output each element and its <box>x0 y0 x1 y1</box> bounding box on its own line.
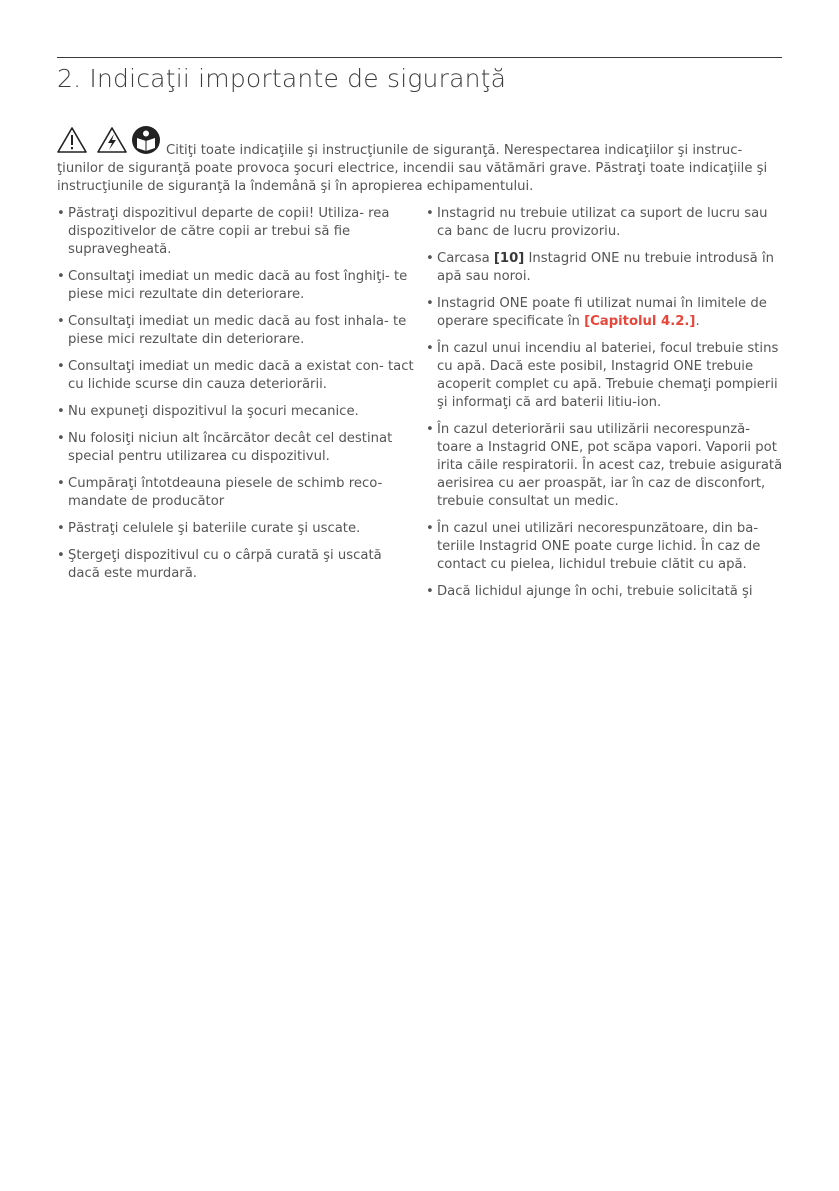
bullet: • <box>57 548 65 563</box>
bullet: • <box>57 521 65 536</box>
list-item: • Păstraţi celulele şi bateriile curate şi uscate. <box>57 521 361 536</box>
list-item: • Instagrid ONE poate fi utilizat numai în limitele de operare specificate în [Capitolul 4.2.]. <box>426 296 767 329</box>
chapter-link[interactable]: [Capitolul 4.2.] <box>584 314 696 329</box>
list-item: • Nu folosiţi niciun alt încărcător decât cel destinat special pentru utilizarea cu dispozitivul. <box>57 431 393 464</box>
bullet: • <box>57 476 65 491</box>
figure-reference: [10] <box>493 251 525 266</box>
bullet: • <box>57 314 65 329</box>
list-item: • În cazul unei utilizări necorespunzătoare, din ba- teriile Instagrid ONE poate curge lichid. În caz de contact cu pielea, lichidul trebuie clătit cu apă. <box>426 521 761 572</box>
left-safety-list <box>57 205 417 592</box>
bullet: • <box>57 206 65 221</box>
bullet: • <box>57 269 65 284</box>
section-title: 2. Indicaţii importante de siguranţă <box>57 64 507 93</box>
list-item: • Consultaţi imediat un medic dacă au fost inhala- te piese mici rezultate din deteriorare. <box>57 314 407 347</box>
list-item: • Nu expuneţi dispozitivul la şocuri mecanice. <box>57 404 359 419</box>
list-item: • Carcasa [10] Instagrid ONE nu trebuie introdusă în apă sau noroi. <box>426 251 774 284</box>
list-item: • Cumpăraţi întotdeauna piesele de schimb reco- mandate de producător <box>57 476 383 509</box>
bullet: • <box>426 296 434 311</box>
bullet: • <box>426 422 434 437</box>
bullet: • <box>426 206 434 221</box>
bullet: • <box>57 431 65 446</box>
list-item: • Păstraţi dispozitivul departe de copii! Utiliza- rea dispozitivelor de către copii ar trebui să fie supravegheată. <box>57 206 390 257</box>
bullet: • <box>426 521 434 536</box>
list-item: • Instagrid nu trebuie utilizat ca suport de lucru sau ca banc de lucru provizoriu. <box>426 206 768 239</box>
right-safety-list <box>426 205 786 610</box>
list-item: • Dacă lichidul ajunge în ochi, trebuie solicitată şi <box>426 584 753 599</box>
bullet: • <box>426 251 434 266</box>
list-item: • Consultaţi imediat un medic dacă au fost înghiţi- te piese mici rezultate din deteriorare. <box>57 269 408 302</box>
intro-paragraph: Citiţi toate indicaţiile şi instrucţiunile de siguranţă. Nerespectarea indicaţiilor şi instruc- ţiunilor de siguranţă poate provoca şocuri electrice, incendii sau vătămări grave. Păstraţi toate indicaţiile şi instrucţiunile de siguranţă la îndemână şi în apropierea echipamentului. <box>57 143 768 194</box>
list-item: • În cazul deteriorării sau utilizării necorespunză- toare a Instagrid ONE, pot scăpa vapori. Vaporii pot irita căile respiratorii. În acest caz, trebuie asigurată aerisirea cu aer proaspăt, iar în caz de disconfort, trebuie consultat un medic. <box>426 422 783 509</box>
bullet: • <box>57 404 65 419</box>
bullet: • <box>426 341 434 356</box>
bullet: • <box>57 359 65 374</box>
list-item: • În cazul unui incendiu al bateriei, focul trebuie stins cu apă. Dacă este posibil, Instagrid ONE trebuie acoperit complet cu apă. Trebuie chemaţi pompierii şi informaţi că ard baterii litiu-ion. <box>426 341 779 410</box>
bullet: • <box>426 584 434 599</box>
list-item: • Ştergeţi dispozitivul cu o cârpă curată şi uscată dacă este murdară. <box>57 548 382 581</box>
top-rule <box>57 57 782 58</box>
list-item: • Consultaţi imediat un medic dacă a existat con- tact cu lichide scurse din cauza deteriorării. <box>57 359 414 392</box>
